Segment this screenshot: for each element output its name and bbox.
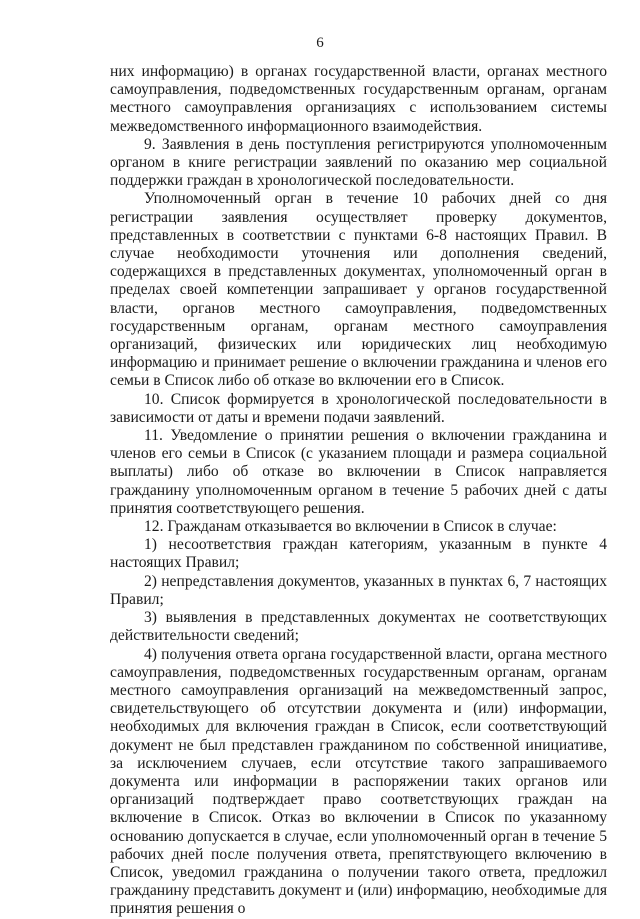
paragraph-12: 12. Гражданам отказывается во включении в Список в случае:: [144, 518, 557, 536]
document-body: [110, 63, 607, 919]
paragraph-12-item-2: 2) непредставления документов, указанных в пунктах 6, 7 настоящих Правил;: [110, 572, 607, 608]
paragraph-continuation: них информацию) в органах государственной власти, органах местного самоуправления, подведомственных государственным органам, органам местного самоуправления организациях с использованием системы межведомственного информационного взаимодействия.: [110, 63, 607, 135]
paragraph-9: 9. Заявления в день поступления регистрируются уполномоченным органом в книге регистрации заявлений по оказанию мер социальной поддержки граждан в хронологической последовательности.: [110, 135, 607, 190]
paragraph-11: 11. Уведомление о принятии решения о включении гражданина и членов его семьи в Список (с указанием площади и размера социальной выплаты) либо об отказе во включении в Список направляется гражданину уполномоченным органом в течение 5 рабочих дней с даты принятия соответствующего решения.: [110, 427, 607, 517]
paragraph-12-item-4: 4) получения ответа органа государственной власти, органа местного самоуправления, подведомственных государственным органам, органам местного самоуправления организаций на межведомственный запрос, свидетельствующего об отсутствии документа и (или) информации, необходимых для включения граждан в Список, если соответствующий документ не был представлен гражданином по собственной инициативе, за исключением случаев, если отсутствие такого запрашиваемого документа или информации в распоряжении таких органов или организаций подтверждает право соответствующих граждан на включение в Список. Отказ во включении в Список по указанному основанию допускается в случае, если уполномоченный орган в течение 5 рабочих дней после получения ответа, препятствующего включению в Список, уведомил гражданина о получении такого ответа, предложил гражданину представить документ и (или) информацию, необходимые для принятия решения о: [110, 645, 607, 918]
paragraph-12-item-1: 1) несоответствия граждан категориям, указанным в пункте 4 настоящих Правил;: [110, 536, 607, 572]
page-number: 6: [316, 35, 324, 51]
paragraph-9-review: Уполномоченный орган в течение 10 рабочих дней со дня регистрации заявления осуществляет проверку документов, представленных в соответствии с пунктами 6-8 настоящих Правил. В случае необходимости уточнения или дополнения сведений, содержащихся в представленных документах, уполномоченный орган в пределах своей компетенции запрашивает у органов государственной власти, органов местного самоуправления, подведомственных государственным органам, органам местного самоуправления организаций, физических или юридических лиц необходимую информацию и принимает решение о включении гражданина и членов его семьи в Список либо об отказе во включении его в Список.: [110, 190, 607, 390]
paragraph-12-item-3: 3) выявления в представленных документах не соответствующих действительности сведений;: [110, 609, 607, 645]
paragraph-10: 10. Список формируется в хронологической последовательности в зависимости от даты и времени подачи заявлений.: [110, 390, 607, 426]
